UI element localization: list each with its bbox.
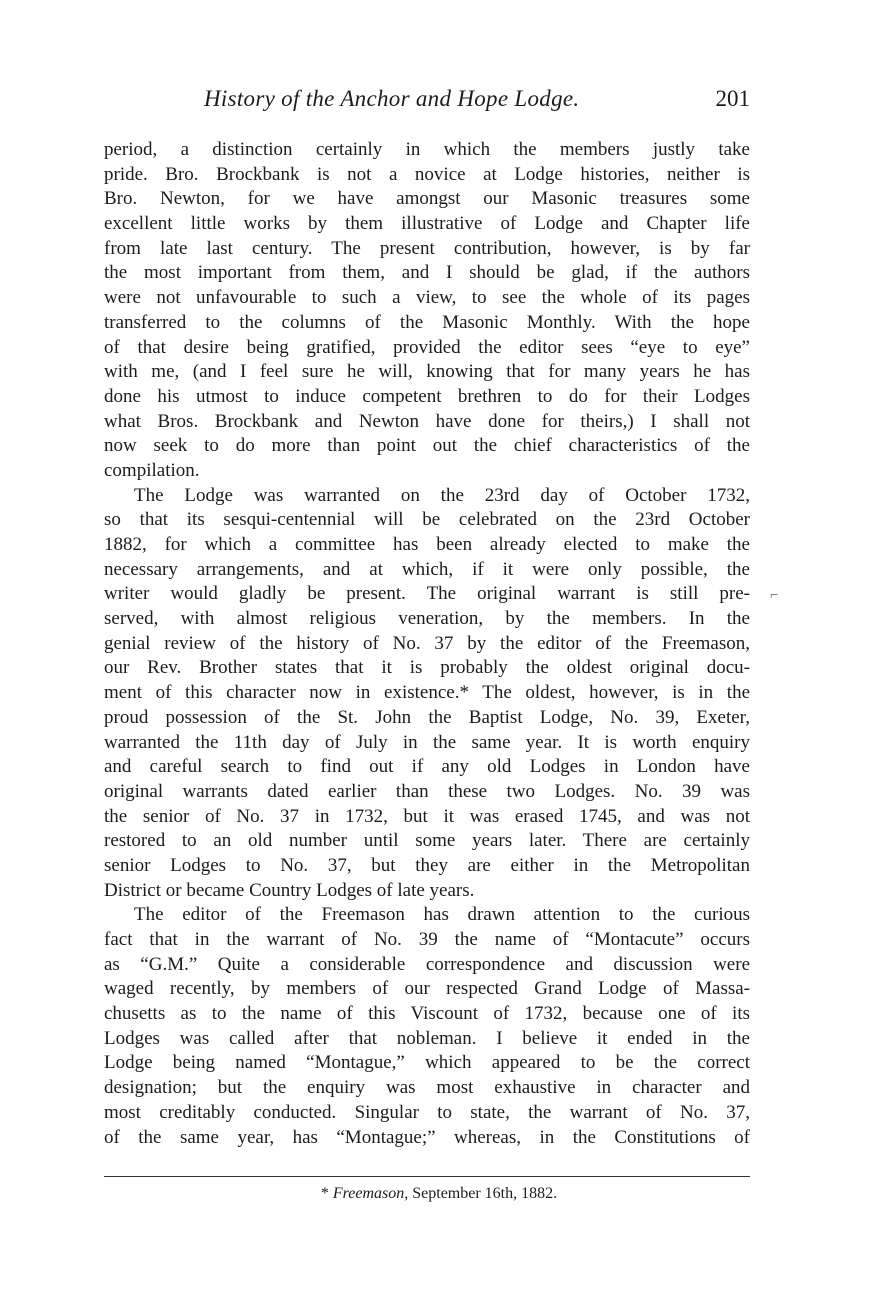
text-line: pride. Bro. Brockbank is not a novice at Lodge histories, neither is: [104, 163, 750, 185]
page-number: 201: [715, 86, 750, 111]
text-line: 1882, for which a committee has been already elected to make the: [104, 534, 750, 555]
text-line: ment of this character now in existence.* The oldest, however, is in the: [104, 682, 750, 704]
text-line: warranted the 11th day of July in the same year. It is worth enquiry: [104, 731, 750, 753]
text-line: senior Lodges to No. 37, but they are either in the Metropolitan: [104, 854, 750, 876]
text-line: and careful search to find out if any old Lodges in London have: [104, 756, 750, 778]
text-line: Bro. Newton, for we have amongst our Masonic treasures some: [104, 188, 750, 210]
text-line: designation; but the enquiry was most exhaustive in character and: [104, 1077, 750, 1099]
text-line: The Lodge was warranted on the 23rd day of October 1732,: [134, 484, 750, 506]
text-line: District or became Country Lodges of late years.: [104, 879, 475, 901]
text-line: proud possession of the St. John the Baptist Lodge, No. 39, Exeter,: [104, 706, 750, 728]
running-head: [104, 86, 750, 116]
text-line: of that desire being gratified, provided the editor sees “eye to eye”: [104, 336, 750, 358]
text-line: Lodges was called after that nobleman. I believe it ended in the: [104, 1027, 750, 1049]
text-line: The editor of the Freemason has drawn attention to the curious: [134, 904, 750, 926]
text-line: of the same year, has “Montague;” whereas, in the Constitutions of: [104, 1126, 750, 1148]
text-line: writer would gladly be present. The original warrant is still pre-: [104, 583, 750, 605]
text-line: waged recently, by members of our respected Grand Lodge of Massa-: [104, 978, 750, 1000]
text-line: fact that in the warrant of No. 39 the name of “Montacute” occurs: [104, 929, 750, 950]
text-line: restored to an old number until some years later. There are certainly: [104, 830, 750, 852]
text-line: the most important from them, and I should be glad, if the authors: [104, 262, 750, 284]
text-line: our Rev. Brother states that it is probably the oldest original docu-: [104, 657, 750, 679]
text-line: from late last century. The present contribution, however, is by far: [104, 237, 750, 259]
footnote-date: September 16th, 1882.: [412, 1185, 558, 1202]
text-line: the senior of No. 37 in 1732, but it was erased 1745, and was not: [104, 805, 750, 827]
text-line: with me, (and I feel sure he will, knowing that for many years he has: [104, 361, 750, 383]
footnote-marker: *: [320, 1185, 329, 1202]
footnote: [0, 1185, 878, 1203]
running-title: History of the Anchor and Hope Lodge.: [204, 86, 580, 111]
text-line: most creditably conducted. Singular to state, the warrant of No. 37,: [104, 1101, 750, 1123]
text-line: were not unfavourable to such a view, to see the whole of its pages: [104, 287, 750, 309]
text-line: excellent little works by them illustrative of Lodge and Chapter life: [104, 213, 750, 235]
text-line: genial review of the history of No. 37 by the editor of the Freemason,: [104, 632, 750, 654]
footnote-source: Freemason,: [332, 1185, 409, 1202]
text-line: compilation.: [104, 459, 200, 481]
text-line: chusetts as to the name of this Viscount of 1732, because one of its: [104, 1003, 750, 1025]
text-line: what Bros. Brockbank and Newton have done for theirs,) I shall not: [104, 410, 750, 432]
text-line: done his utmost to induce competent brethren to do for their Lodges: [104, 385, 750, 407]
body-text: [104, 138, 750, 1150]
text-line: transferred to the columns of the Masonic Monthly. With the hope: [104, 311, 750, 333]
footnote-rule: [104, 1176, 750, 1177]
text-line: original warrants dated earlier than these two Lodges. No. 39 was: [104, 780, 750, 802]
text-line: Lodge being named “Montague,” which appeared to be the correct: [104, 1052, 750, 1074]
text-line: so that its sesqui-centennial will be celebrated on the 23rd October: [104, 509, 750, 531]
text-line: as “G.M.” Quite a considerable correspondence and discussion were: [104, 953, 750, 975]
margin-mark: ⌐: [770, 588, 778, 603]
text-line: now seek to do more than point out the chief characteristics of the: [104, 435, 750, 457]
text-line: necessary arrangements, and at which, if it were only possible, the: [104, 558, 750, 580]
text-line: period, a distinction certainly in which the members justly take: [104, 139, 750, 160]
text-line: served, with almost religious veneration, by the members. In the: [104, 608, 750, 630]
